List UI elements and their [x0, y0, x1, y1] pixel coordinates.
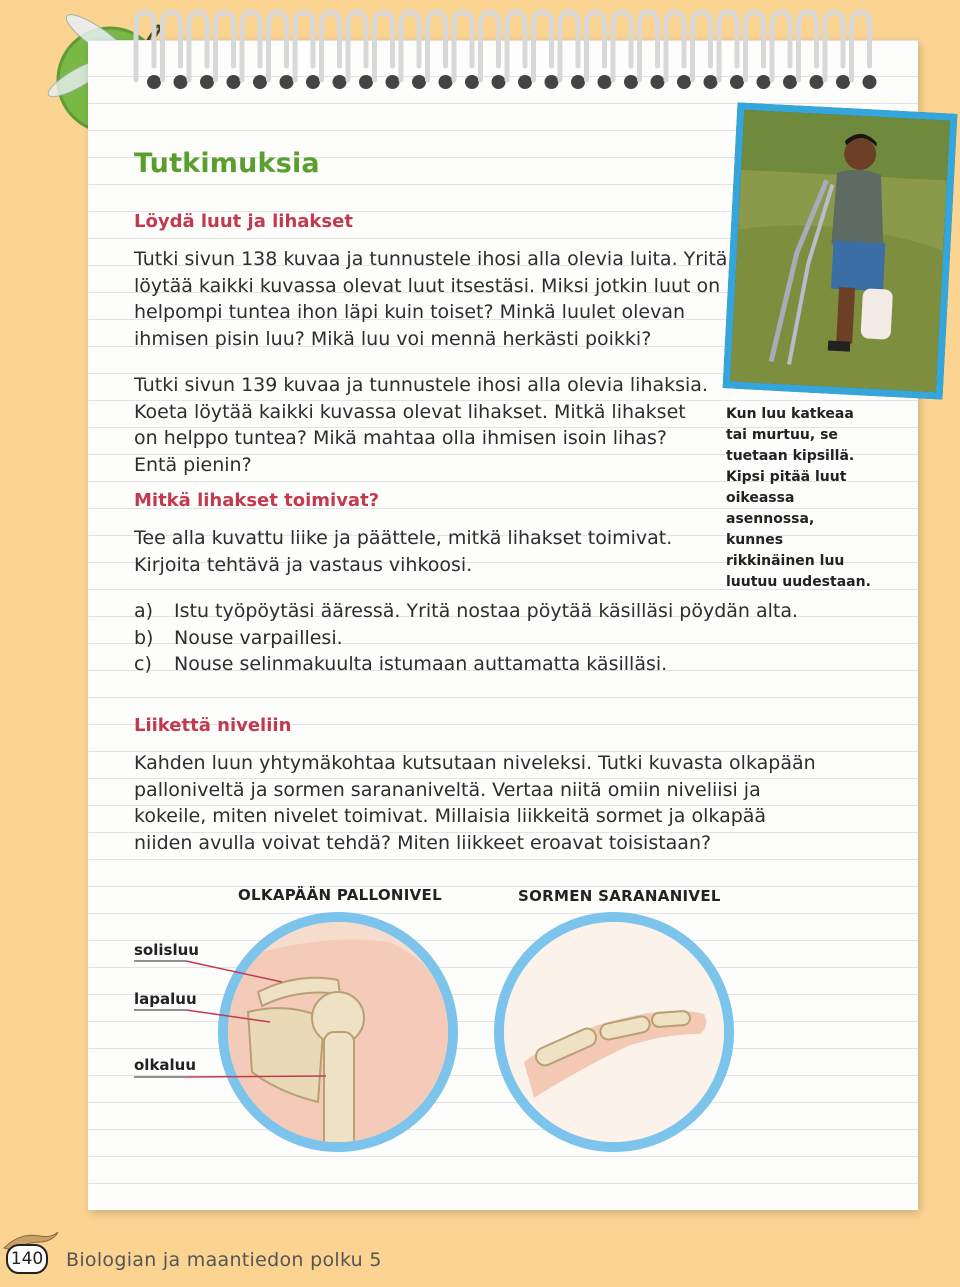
section-heading-which-muscles: Mitkä lihakset toimivat? [134, 490, 380, 511]
page-number: 140 [6, 1244, 48, 1274]
label-scapula: lapaluu [134, 990, 197, 1008]
book-title: Biologian ja maantiedon polku 5 [66, 1249, 382, 1271]
finger-joint-title: SORMEN SARANANIVEL [518, 887, 721, 905]
page-title: Tutkimuksia [134, 148, 320, 179]
label-humerus: olkaluu [134, 1056, 197, 1074]
list-item: b) Nouse varpaillesi. [134, 626, 343, 649]
paragraph-bones: Tutki sivun 138 kuvaa ja tunnustele ihosi alla olevia luita. Yritä löytää kaikki kuvassa olevat luut itsestäsi. Miksi jotkin luut on helpompi tuntea ihon läpi kuin toiset? Minkä luulet olevan ihmisen pisin luu? Mikä luu voi mennä herkästi poikki? [134, 248, 728, 350]
section-heading-bones-muscles: Löydä luut ja lihakset [134, 211, 353, 232]
list-item: a) Istu työpöytäsi ääressä. Yritä nostaa pöytää käsilläsi pöydän alta. [134, 600, 799, 622]
section-heading-joints: Liikettä niveliin [134, 715, 292, 736]
shoulder-joint-title: OLKAPÄÄN PALLONIVEL [238, 886, 442, 904]
photo-caption: Kun luu katkeaa tai murtuu, se tuetaan kipsillä. Kipsi pitää luut oikeassa asennossa, kunnes rikkinäinen luu luutuu uudestaan. [726, 406, 871, 590]
paragraph-muscles: Tutki sivun 139 kuvaa ja tunnustele ihosi alla olevia lihaksia. Koeta löytää kaikki kuvassa olevat lihakset. Mitkä lihakset on helppo tuntea? Mikä mahtaa olla ihmisen isoin lihas? Entä pienin? [134, 374, 708, 476]
paragraph-joints: Kahden luun yhtymäkohtaa kutsutaan niveleksi. Tutki kuvasta olkapään palloniveltä ja sormen sarananiveltä. Vertaa niitä omiin niveliisi ja kokeile, miten nivelet toimivat. Millaisia liikkeitä sormet ja olkapää niiden avulla voivat tehdä? Miten liikkeet eroavat toisistaan? [134, 752, 816, 854]
paragraph-task: Tee alla kuvattu liike ja päättele, mitkä lihakset toimivat. Kirjoita tehtävä ja vastaus vihkoosi. [134, 527, 673, 576]
list-item: c) Nouse selinmakuulta istumaan auttamatta käsilläsi. [134, 653, 668, 676]
label-clavicle: solisluu [134, 941, 199, 959]
